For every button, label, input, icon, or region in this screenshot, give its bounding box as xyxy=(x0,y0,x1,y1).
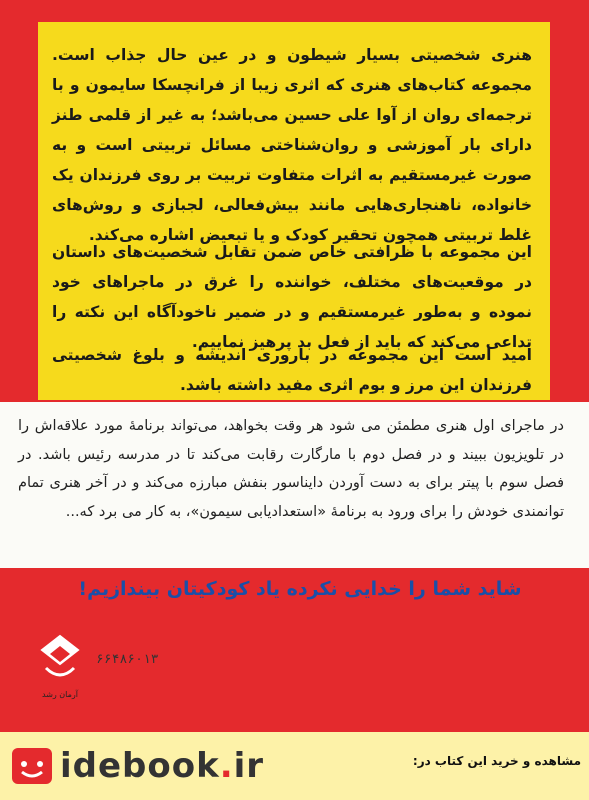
ad-text: مشاهده و خرید این کتاب در: xyxy=(412,754,581,768)
publisher-logo-icon xyxy=(38,632,82,690)
summary-panel xyxy=(0,402,589,568)
brand-prefix: idebook xyxy=(60,746,220,786)
slogan: شاید شما را خدایی نکرده یاد کودکیتان بیندازیم! xyxy=(78,578,522,600)
description-paragraph-3: امید است این مجموعه در باروری اندیشه و بلوغ شخصیتی فرزندان این مرز و بوم اثری مفید داشته باشد. xyxy=(52,346,532,394)
idebook-logo xyxy=(6,738,265,794)
description-paragraph-2: این مجموعه با ظرافتی خاص ضمن تقابل شخصیت‌های داستان در موقعیت‌های مختلف، خواننده را غرق در ماجراهای خود نموده و به‌طور غیرمستقیم و در ضمیر ناخودآگاه این نکته را تداعی می‌کند که باید از فعل بد پرهیز نماییم. xyxy=(52,243,532,351)
description-panel xyxy=(38,22,550,400)
brand-suffix: ir xyxy=(233,746,265,786)
brand-name xyxy=(60,746,264,786)
watermark-strip xyxy=(0,732,589,800)
isbn-number: ۶۶۴۸۶۰۱۳ xyxy=(96,652,159,667)
brand-dot: . xyxy=(219,746,234,786)
publisher-name: آرمان رشد xyxy=(42,690,78,699)
story-summary: در ماجرای اول هنری مطمئن می شود هر وقت بخواهد، می‌تواند برنامهٔ مورد علاقه‌اش را در تلویزیون ببیند و در فصل دوم با مارگارت رقابت می‌کند تا در مدرسه رئیس باشد. در فصل سوم با پیتر برای به دست آوردن دایناسور بنفش مبارزه می‌کند و در آخر هنری تمام توانمندی خودش را برای ورود به برنامهٔ «استعدادیابی سیمون»، به کار می برد که... xyxy=(18,418,564,520)
description-paragraph-1: هنری شخصیتی بسیار شیطون و در عین حال جذاب است. مجموعه کتاب‌های هنری که اثری زیبا از فرانچسکا سایمون و با ترجمه‌ای روان از آوا علی حسین می‌باشد؛ به غیر از قلمی طنز دارای بار آموزشی و روان‌شناختی مسائل تربیتی است و به صورت غیرمستقیم به اثرات متفاوت تربیت بر روی فرزندان یک خانواده، ناهنجاری‌هایی مانند بیش‌فعالی، لجبازی و روش‌های غلط تربیتی همچون تحقیر کودک و یا تبعیض اشاره می‌کند. xyxy=(52,46,532,244)
book-icon xyxy=(8,742,56,790)
